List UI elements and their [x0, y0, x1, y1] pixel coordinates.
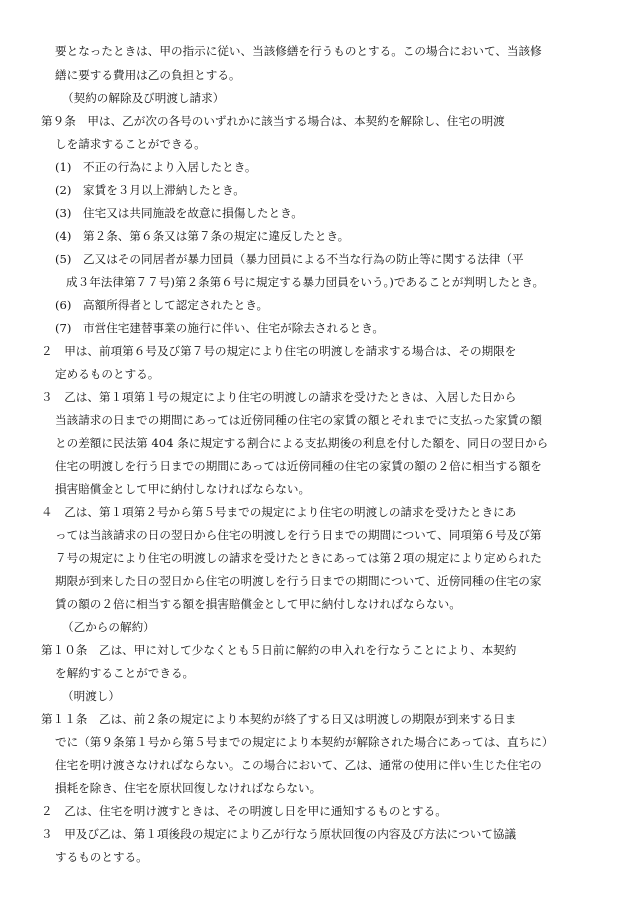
text-line: 成３年法律第７７号)第２条第６号に規定する暴力団員をいう。)であることが判明したとき。	[66, 275, 545, 289]
list-item: (5) 乙又はその同居者が暴力団員（暴力団員による不当な行為の防止等に関する法律（平	[55, 252, 524, 266]
text-line: するものとする。	[55, 850, 148, 864]
list-item: (4) 第２条、第６条又は第７条の規定に違反したとき。	[55, 229, 350, 243]
section-heading: （乙からの解約）	[62, 620, 155, 634]
text-line: 期限が到来した日の翌日から住宅の明渡しを行う日までの期間について、近傍同種の住宅の家	[55, 574, 542, 588]
list-item: (2) 家賃を３月以上滞納したとき。	[55, 183, 245, 197]
list-item: (1) 不正の行為により入居したとき。	[55, 160, 257, 174]
text-line: 損耗を除き、住宅を原状回復しなければならない。	[55, 781, 322, 795]
text-line: 賃の額の２倍に相当する額を損害賠償金として甲に納付しなければならない。	[55, 597, 461, 611]
section-heading: （明渡し）	[62, 689, 120, 703]
text-line: ７号の規定により住宅の明渡しの請求を受けたときにあっては第２項の規定により定められた	[55, 551, 542, 565]
list-item: (6) 高額所得者として認定されたとき。	[55, 298, 269, 312]
list-item: (3) 住宅又は共同施設を故意に損傷したとき。	[55, 206, 303, 220]
list-item: (7) 市営住宅建替事業の施行に伴い、住宅が除去されるとき。	[55, 321, 384, 335]
text-line: 繕に要する費用は乙の負担とする。	[55, 68, 241, 82]
text-line: 住宅を明け渡さなければならない。この場合において、乙は、通常の使用に伴い生じた住宅の	[55, 758, 542, 772]
text-line: 損害賠償金として甲に納付しなければならない。	[55, 482, 311, 496]
paragraph-start: ２ 乙は、住宅を明け渡すときは、その明渡し日を甲に通知するものとする。	[41, 804, 447, 818]
article-heading: 第１０条 乙は、甲に対して少なくとも５日前に解約の申入れを行なうことにより、本契約	[41, 643, 517, 657]
text-line: しを請求することができる。	[55, 137, 206, 151]
text-line: 住宅の明渡しを行う日までの期間にあっては近傍同種の住宅の家賃の額の２倍に相当する額を	[55, 459, 542, 473]
text-line: 定めるものとする。	[55, 367, 160, 381]
paragraph-start: ３ 甲及び乙は、第１項後段の規定により乙が行なう原状回復の内容及び方法について協議	[41, 827, 517, 841]
text-line: を解約することができる。	[55, 666, 195, 680]
text-line: っては当該請求の日の翌日から住宅の明渡しを行う日までの期間について、同項第６号及び第	[55, 528, 542, 542]
text-line: でに（第９条第１号から第５号までの規定により本契約が解除された場合にあっては、直ちに）	[55, 735, 554, 749]
text-line: 要となったときは、甲の指示に従い、当該修繕を行うものとする。この場合において、当該修	[55, 44, 542, 58]
text-line: 当該請求の日までの期間にあっては近傍同種の住宅の家賃の額とそれまでに支払った家賃の額	[55, 413, 542, 427]
paragraph-start: ３ 乙は、第１項第１号の規定により住宅の明渡しの請求を受けたときは、入居した日から	[41, 390, 517, 404]
paragraph-start: ４ 乙は、第１項第２号から第５号までの規定により住宅の明渡しの請求を受けたときにあ	[41, 505, 517, 519]
article-heading: 第９条 甲は、乙が次の各号のいずれかに該当する場合は、本契約を解除し、住宅の明渡	[41, 114, 505, 128]
article-heading: 第１１条 乙は、前２条の規定により本契約が終了する日又は明渡しの期限が到来する日ま	[41, 712, 517, 726]
section-heading: （契約の解除及び明渡し請求）	[62, 91, 225, 105]
text-line: との差額に民法第 404 条に規定する割合による支払期後の利息を付した額を、同日の翌日から	[55, 436, 549, 450]
paragraph-start: ２ 甲は、前項第６号及び第７号の規定により住宅の明渡しを請求する場合は、その期限を	[41, 344, 517, 358]
